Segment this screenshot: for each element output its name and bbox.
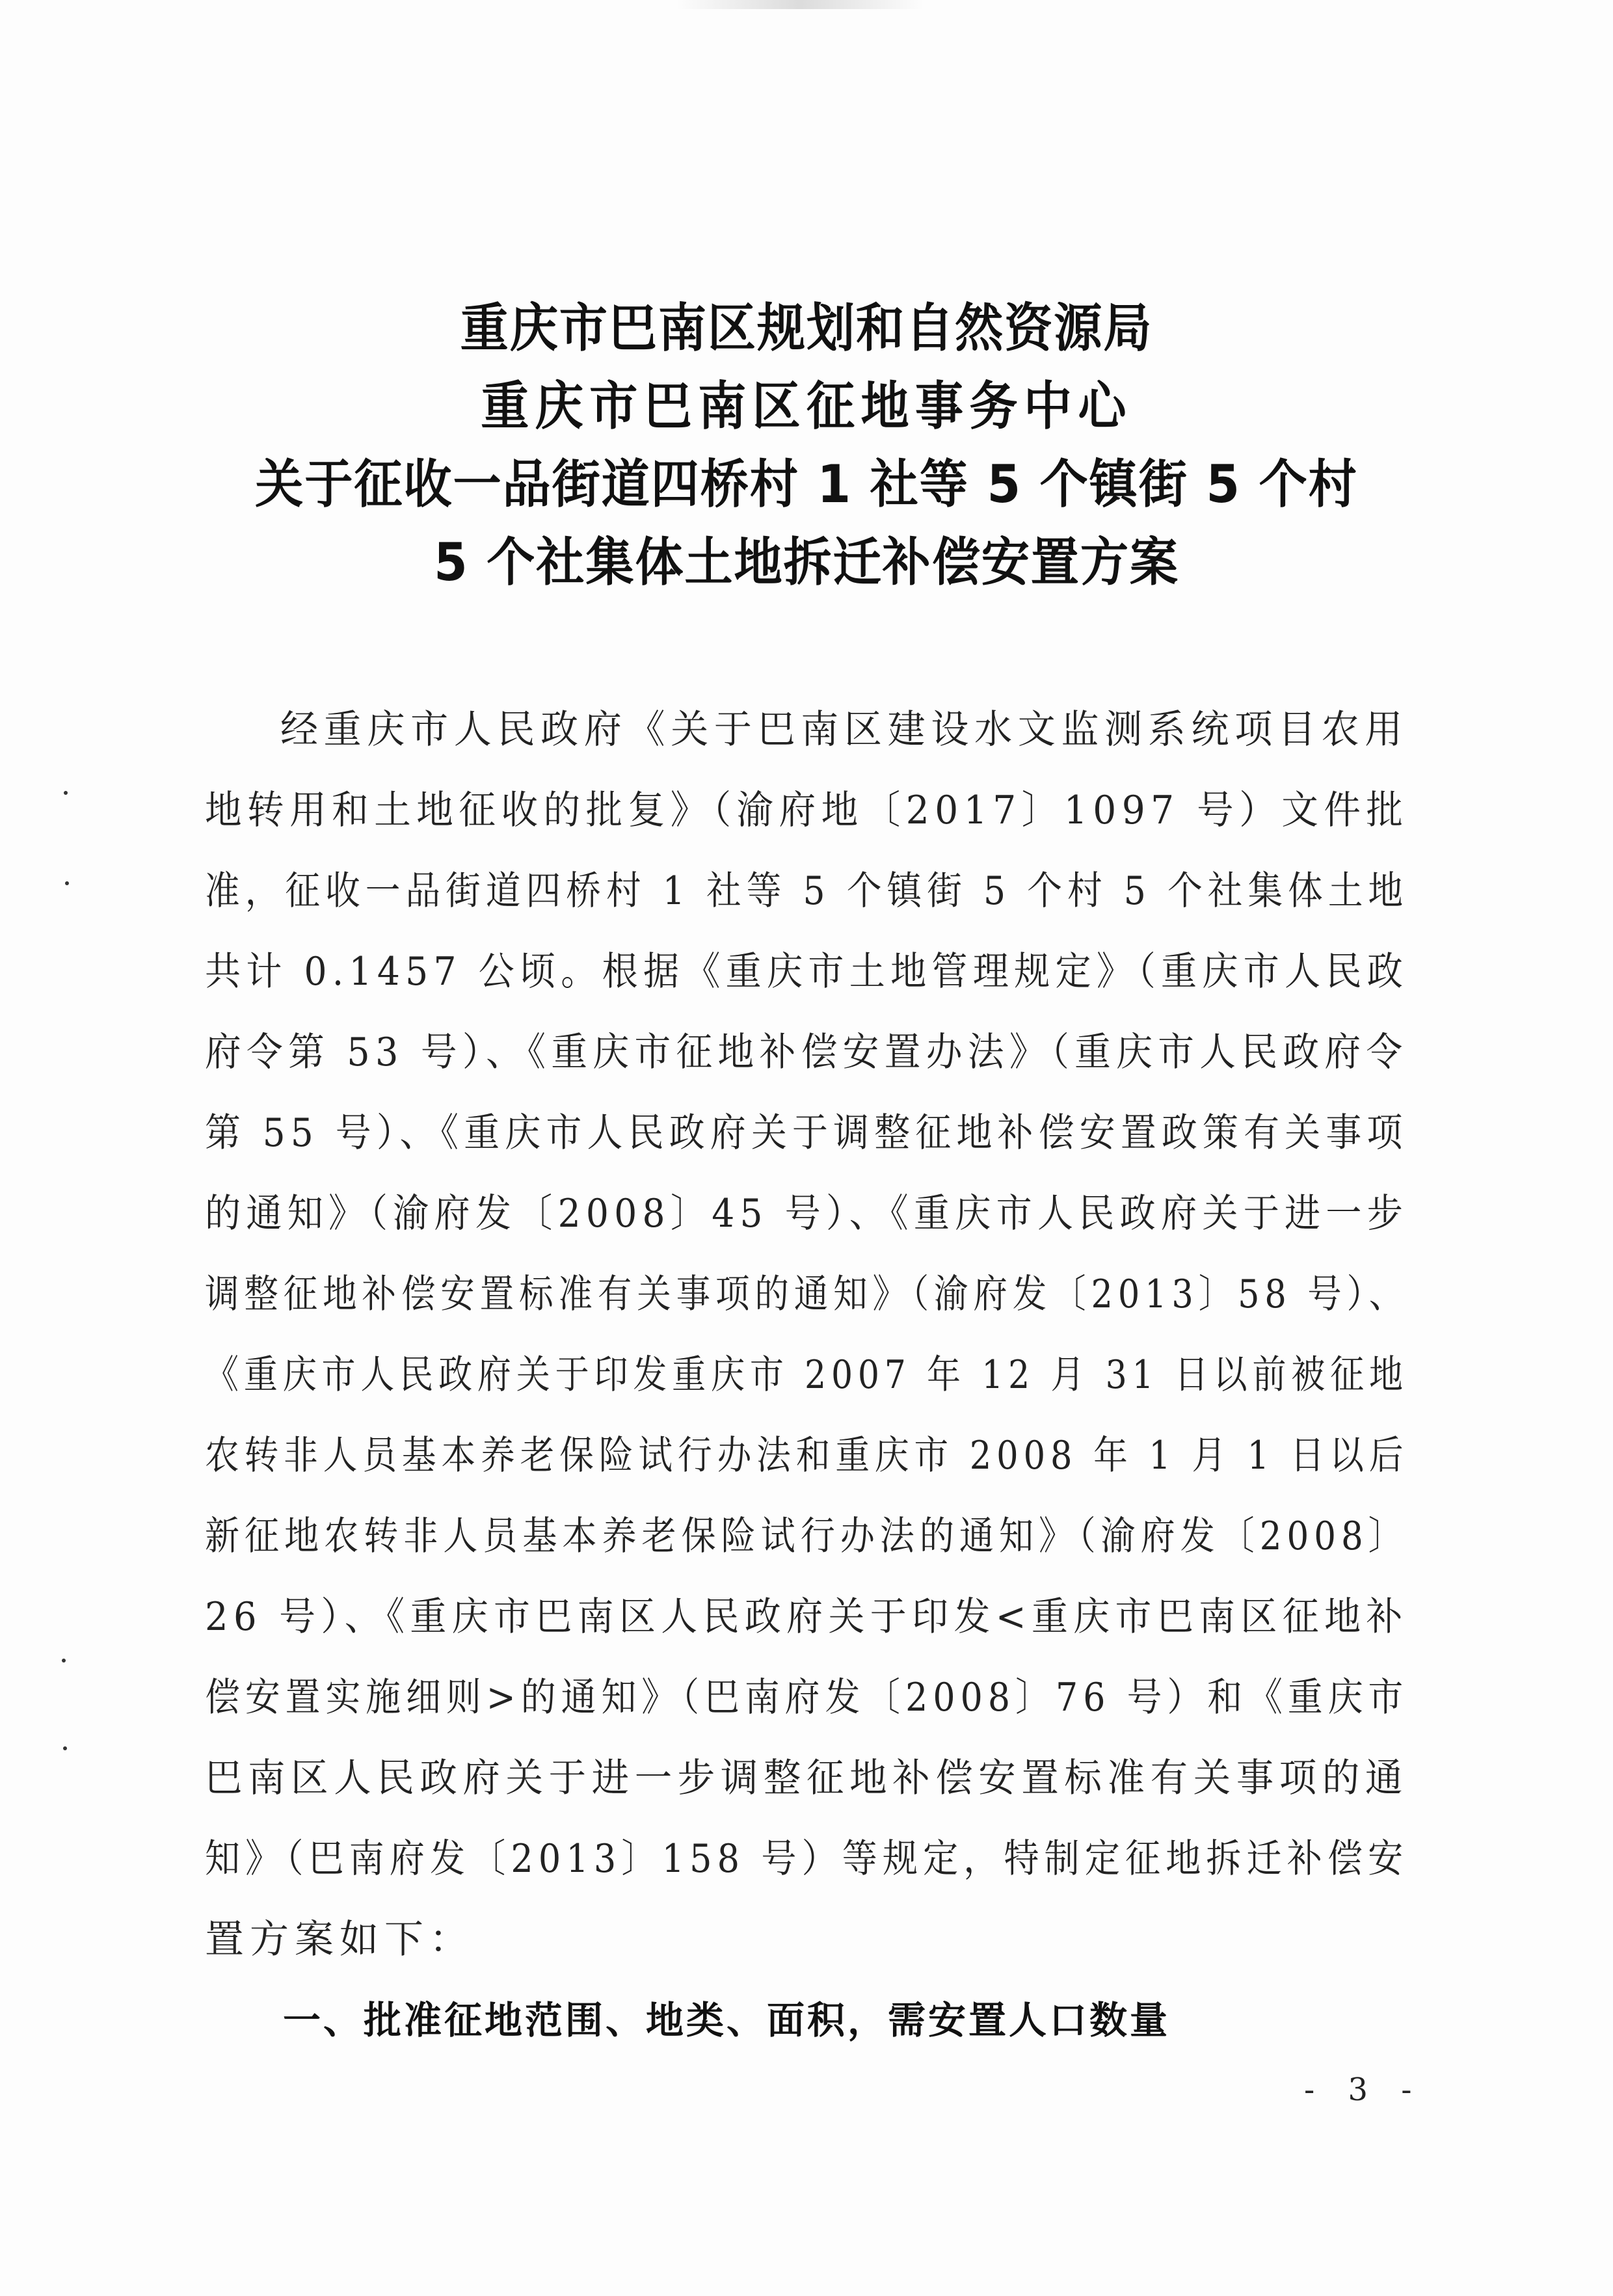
document-title (0, 289, 1613, 602)
scan-dot (65, 881, 69, 885)
page-number: - 3 - (1304, 2072, 1424, 2108)
body-line: 第 55 号）、《重庆市人民政府关于调整征地补偿安置政策有关事项 (205, 1110, 1408, 1156)
body-line: 置方案如下： (205, 1917, 474, 1962)
title-line-3: 关于征收一品街道四桥村 1 社等 5 个镇街 5 个村 (255, 454, 1358, 514)
title-line-2: 重庆市巴南区征地事务中心 (481, 376, 1132, 436)
body-line: 农转非人员基本养老保险试行办法和重庆市 2008 年 1 月 1 日以后 (205, 1433, 1409, 1478)
body-line: 经重庆市人民政府《关于巴南区建设水文监测系统项目农用 (280, 707, 1409, 753)
intro-paragraph (205, 689, 1408, 1980)
body-line: 府令第 53 号）、《重庆市征地补偿安置办法》（重庆市人民政府令 (205, 1030, 1408, 1075)
title-line-4: 5 个社集体土地拆迁补偿安置方案 (434, 532, 1179, 593)
body-line: 调整征地补偿安置标准有关事项的通知》（渝府发〔2013〕58 号）、 (205, 1272, 1409, 1317)
title-line-1: 重庆市巴南区规划和自然资源局 (460, 298, 1153, 358)
body-line: 26 号）、《重庆市巴南区人民政府关于印发<重庆市巴南区征地补 (205, 1594, 1408, 1640)
body-line: 共计 0.1457 公顷。根据《重庆市土地管理规定》（重庆市人民政 (205, 949, 1409, 994)
body-line: 的通知》（渝府发〔2008〕45 号）、《重庆市人民政府关于进一步 (205, 1191, 1409, 1236)
section-heading: 一、批准征地范围、地类、面积，需安置人口数量 (283, 1998, 1171, 2042)
body-line: 偿安置实施细则>的通知》（巴南府发〔2008〕76 号）和《重庆市 (205, 1675, 1409, 1720)
body-line: 新征地农转非人员基本养老保险试行办法的通知》（渝府发〔2008〕 (205, 1514, 1408, 1559)
body-text (205, 689, 1408, 2061)
scan-dot (62, 1659, 66, 1662)
body-line: 巴南区人民政府关于进一步调整征地补偿安置标准有关事项的通 (205, 1755, 1408, 1801)
body-line: 《重庆市人民政府关于印发重庆市 2007 年 12 月 31 日以前被征地 (205, 1352, 1408, 1398)
scan-dot (64, 791, 68, 795)
body-line: 知》（巴南府发〔2013〕158 号）等规定，特制定征地拆迁补偿安 (205, 1836, 1409, 1882)
body-line: 地转用和土地征收的批复》（渝府地〔2017〕1097 号）文件批 (205, 788, 1409, 833)
scan-dot (63, 1746, 67, 1750)
body-line: 准，征收一品街道四桥村 1 社等 5 个镇街 5 个村 5 个社集体土地 (205, 868, 1409, 914)
scan-artifact (676, 0, 924, 9)
